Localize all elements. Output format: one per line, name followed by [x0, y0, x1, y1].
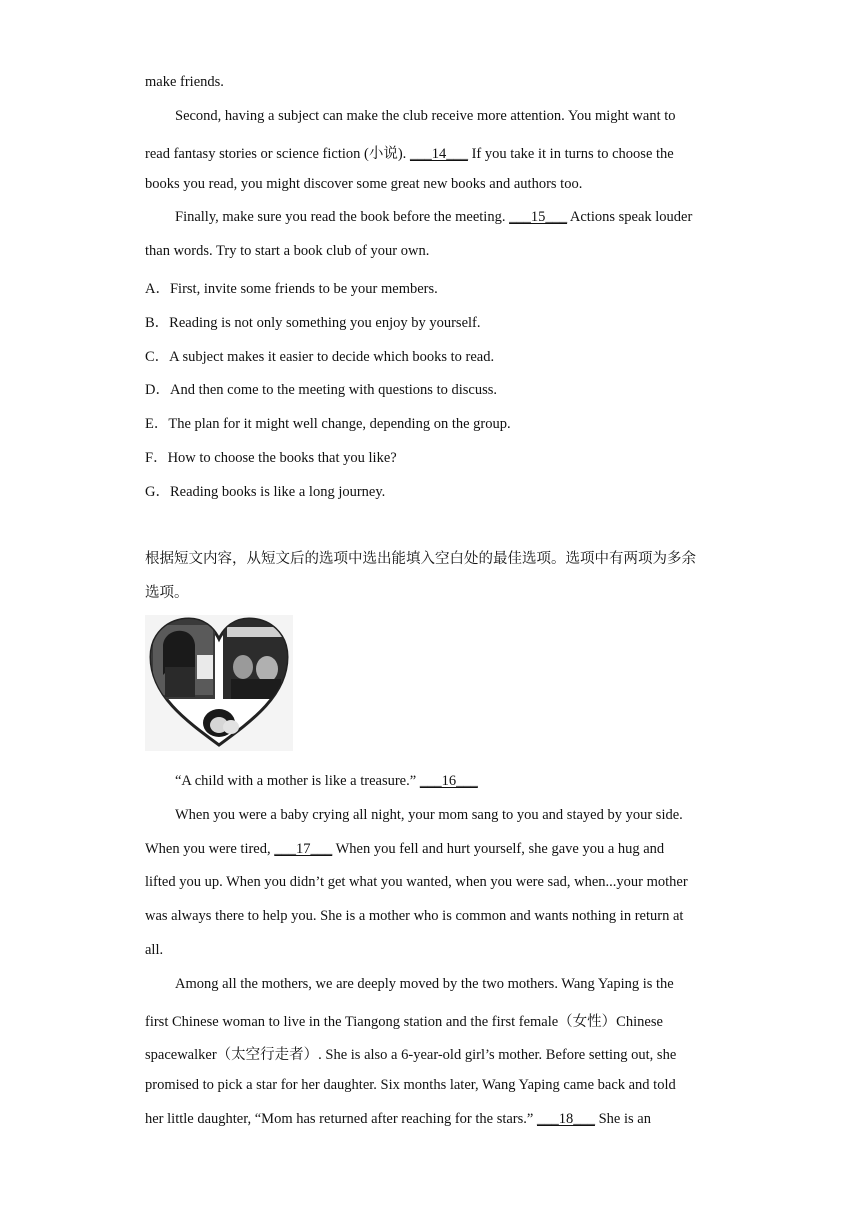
blank-17: ___17___ — [274, 841, 333, 857]
text-line: first Chinese woman to live in the Tiangong station and the first female（女性）Chinese — [145, 1014, 663, 1030]
text-line: When you were a baby crying all night, your mom sang to you and stayed by your side. — [175, 807, 683, 823]
text-line: Among all the mothers, we are deeply moved by the two mothers. Wang Yaping is the — [175, 976, 674, 992]
text-line — [145, 142, 674, 163]
text-segment: She is an — [594, 1111, 651, 1127]
text-line — [175, 209, 692, 226]
blank-16: ___16___ — [419, 773, 478, 789]
heart-photo-image — [145, 615, 293, 751]
text-segment: When you were tired, — [145, 841, 275, 857]
text-segment: read fantasy stories or science fiction (小说). — [145, 146, 410, 162]
text-line: make friends. — [145, 74, 224, 90]
instruction-line: 根据短文内容，从短文后的选项中选出能填入空白处的最佳选项。选项中有两项为多余 — [145, 551, 696, 567]
text-line — [145, 841, 664, 858]
option-g: G．Reading books is like a long journey. — [145, 484, 386, 500]
blank-15: ___15___ — [509, 209, 568, 225]
text-line — [175, 773, 478, 790]
blank-18: ___18___ — [536, 1111, 595, 1127]
text-line: lifted you up. When you didn’t get what you wanted, when you were sad, when...your mother — [145, 874, 688, 890]
text-segment: When you fell and hurt yourself, she gave you a hug and — [332, 841, 665, 857]
text-line: books you read, you might discover some great new books and authors too. — [145, 176, 583, 192]
text-segment: “A child with a mother is like a treasure.” — [175, 773, 420, 789]
option-f: F．How to choose the books that you like? — [145, 450, 397, 466]
text-segment: Actions speak louder — [567, 209, 693, 225]
text-segment: Finally, make sure you read the book before the meeting. — [175, 209, 510, 225]
option-c: C．A subject makes it easier to decide which books to read. — [145, 349, 495, 365]
text-line: than words. Try to start a book club of your own. — [145, 243, 430, 259]
option-a: A．First, invite some friends to be your members. — [145, 281, 438, 297]
blank-14: ___14___ — [409, 146, 468, 162]
text-line: promised to pick a star for her daughter. Six months later, Wang Yaping came back and told — [145, 1077, 676, 1093]
text-line: was always there to help you. She is a mother who is common and wants nothing in return at — [145, 908, 684, 924]
option-e: E．The plan for it might well change, depending on the group. — [145, 416, 511, 432]
text-line: spacewalker（太空行走者）. She is also a 6-year-old girl’s mother. Before setting out, she — [145, 1047, 677, 1063]
text-segment: her little daughter, “Mom has returned after reaching for the stars.” — [145, 1111, 537, 1127]
instruction-line: 选项。 — [145, 585, 189, 601]
option-d: D．And then come to the meeting with questions to discuss. — [145, 382, 497, 398]
text-line — [145, 1111, 651, 1128]
option-b: B．Reading is not only something you enjoy by yourself. — [145, 315, 481, 331]
text-line: all. — [145, 942, 164, 958]
text-segment: If you take it in turns to choose the — [467, 146, 674, 162]
text-line: Second, having a subject can make the club receive more attention. You might want to — [175, 108, 676, 124]
